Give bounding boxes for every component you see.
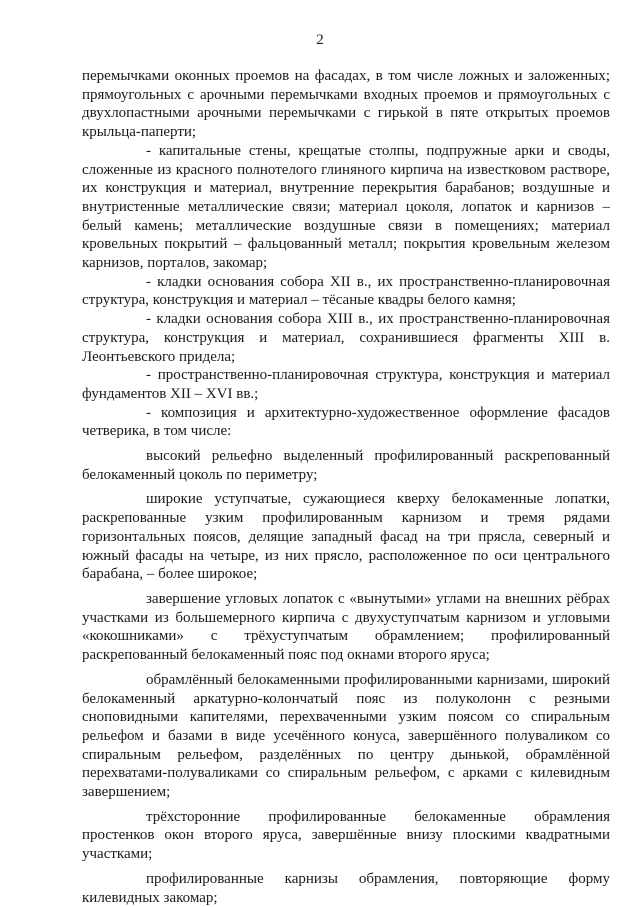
paragraph-corner-pilasters: завершение угловых лопаток с «вынутыми» углами на внешних рёбрах участками из большемерного кирпича с двухуступчатым карнизом и угловыми «кокошниками» с трёхуступчатым обрамлением; профилированный раскрепованный белокаменный пояс под окнами второго яруса; bbox=[82, 590, 610, 664]
paragraph-arcature-belt: обрамлённый белокаменными профилированными карнизами, широкий белокаменный аркатурно-колончатый пояс из полуколонн с резными сноповидными капителями, перехваченными узким поясом со спиральным рельефом и базами в виде усечённого конуса, завершённого полуваликом со спиральным рельефом, разделённых по центру дынькой, обрамлённой перехватами-полуваликами со спиральным рельефом, с арками с килевидным завершением; bbox=[82, 671, 610, 801]
paragraph-pilasters: широкие уступчатые, сужающиеся кверху белокаменные лопатки, раскрепованные узким профилированным карнизом и тремя рядами горизонтальных поясов, делящие западный фасад на три прясла, северный и южный фасады на четыре, из них прясло, расположенное по оси центрального барабана, – более широкое; bbox=[82, 491, 610, 583]
paragraph-capital-walls: - капитальные стены, крещатые столпы, подпружные арки и своды, сложенные из красного полнотелого глиняного кирпича на известковом растворе, их конструкция и материал, внутренние перекрытия барабанов; воздушные и внутристенные металлические связи; материал цоколя, лопаток и карнизов – белый камень; металлические воздушные связи в помещениях; материал кровельных покрытий – фальцованный металл; покрытия кровельным железом карнизов, порталов, закомар; bbox=[82, 142, 610, 272]
paragraph-facade-composition: - композиция и архитектурно-художественное оформление фасадов четверика, в том числе: bbox=[82, 404, 610, 440]
paragraph-cornices: профилированные карнизы обрамления, повторяющие форму килевидных закомар; bbox=[82, 870, 610, 906]
paragraph-window-frames: трёхсторонние профилированные белокаменные обрамления простенков окон второго яруса, завершённые внизу плоскими квадратными участками; bbox=[82, 808, 610, 863]
page-number: 2 bbox=[316, 32, 324, 48]
paragraph-plinth: высокий рельефно выделенный профилированный раскрепованный белокаменный цоколь по периметру; bbox=[82, 448, 610, 483]
document-body bbox=[82, 67, 610, 907]
paragraph-foundations-12th-century: - кладки основания собора XII в., их пространственно-планировочная структура, конструкция и материал – тёсаные квадры белого камня; bbox=[82, 273, 610, 309]
paragraph-foundations-13th-century: - кладки основания собора XIII в., их пространственно-планировочная структура, конструкция и материал, сохранившиеся фрагменты XIII в. Леонтьевского придела; bbox=[82, 311, 610, 365]
paragraph-continuation-lintels: перемычками оконных проемов на фасадах, в том числе ложных и заложенных; прямоугольных с арочными перемычками входных проемов и прямоугольных с двухлопастными арочными перемычками с гирькой в пяте открытых проемов крыльца-паперти; bbox=[82, 68, 610, 141]
paragraph-foundation-structure: - пространственно-планировочная структура, конструкция и материал фундаментов XII – XVI вв.; bbox=[82, 367, 610, 402]
